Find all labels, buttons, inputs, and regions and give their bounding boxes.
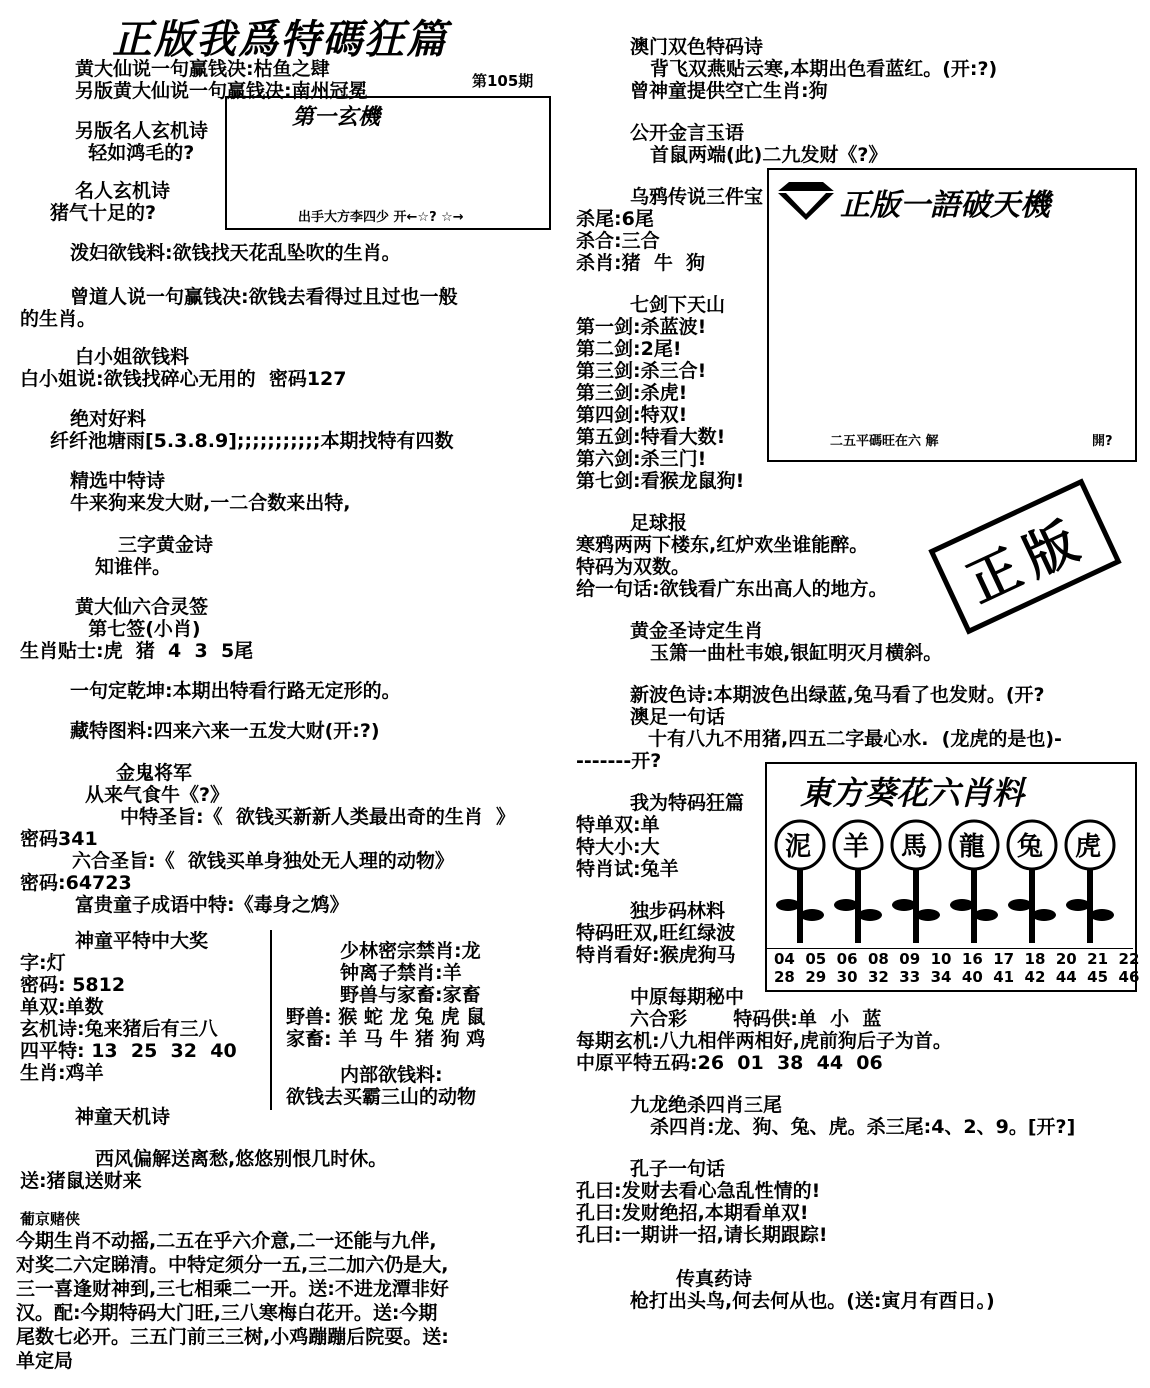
right-line: 枪打出头鸟,何去何从也。(送:寅月有酉日。)	[630, 1290, 995, 1312]
sunflower-title: 東方葵花六肖料	[800, 774, 1025, 812]
right-line: 特码旺双,旺红绿波	[576, 922, 736, 944]
first-mystery-footer: 出手大方李四少 开←☆? ☆→	[298, 210, 464, 225]
right-line: 传真药诗	[676, 1268, 753, 1290]
right-line: 第五剑:特看大数!	[576, 426, 726, 448]
left-line: 金鬼将军	[116, 762, 193, 784]
left-line: 生肖贴士:虎 猪 4 3 5尾	[20, 640, 254, 662]
right-line: 我为特码狂篇	[630, 792, 745, 814]
left-line: 今期生肖不动摇,二五在乎六介意,二一还能与九伴,	[16, 1230, 437, 1252]
right-line: 首鼠两端(此)二九发财《?》	[650, 144, 888, 166]
left-line: 猪气十足的?	[50, 202, 157, 224]
left-line: 单定局	[16, 1350, 74, 1372]
left-line: 另版名人玄机诗	[75, 120, 209, 142]
left-line: 送:猪鼠送财来	[20, 1170, 142, 1192]
sunflower-numbers-row-1: 04 05 06 08 09 10 16 17 18 20 21 22	[774, 950, 1140, 968]
diamond-icon	[775, 180, 837, 226]
left-line: 中特圣旨:《 欲钱买新新人类最出奇的生肖 》	[120, 806, 516, 828]
right-line: 寒鸦两两下楼东,红炉欢坐谁能醉。	[576, 534, 869, 556]
right-line: 公开金言玉语	[630, 122, 745, 144]
shaolin-line: 欲钱去买霸三山的动物	[286, 1086, 477, 1108]
shaolin-line: 野兽与家畜:家畜	[340, 984, 481, 1006]
right-line: 背飞双燕贴云寒,本期出色看蓝红。(开:?)	[650, 58, 998, 80]
left-line: 密码341	[20, 828, 98, 850]
shaolin-line: 家畜: 羊 马 牛 猪 狗 鸡	[286, 1028, 486, 1050]
shaolin-line: 野兽: 猴 蛇 龙 兔 虎 鼠	[286, 1006, 486, 1028]
right-line: 给一句话:欲钱看广东出高人的地方。	[576, 578, 888, 600]
left-line: 白小姐说:欲钱找碎心无用的 密码127	[20, 368, 347, 390]
right-line: 每期玄机:八九相伴两相好,虎前狗后子为首。	[576, 1030, 952, 1052]
right-line: 特码为双数。	[576, 556, 691, 578]
right-line: 中原每期秘中	[630, 986, 745, 1008]
right-line: 孔曰:发财去看心急乱性情的!	[576, 1180, 821, 1202]
left-line: 字:灯	[20, 952, 66, 974]
right-line: 中原平特五码:26 01 38 44 06	[576, 1052, 883, 1074]
left-line: 单双:单数	[20, 996, 104, 1018]
right-line: 乌鸦传说三件宝	[630, 186, 764, 208]
right-line: 杀肖:猪 牛 狗	[576, 252, 706, 274]
first-mystery-title: 第一玄機	[292, 105, 381, 130]
right-line: 特单双:单	[576, 814, 660, 836]
one-phrase-footer: 二五平碼旺在六 解	[830, 434, 939, 449]
left-line: 葡京赌侠	[20, 1210, 81, 1228]
left-line: 对奖二六定睇清。中特定须分一五,三二加六仍是大,	[16, 1254, 449, 1276]
left-line: 尾数七必开。三五门前三三树,小鸡蹦蹦后院耍。送:	[16, 1326, 449, 1348]
right-line: 第七剑:看猴龙鼠狗!	[576, 470, 745, 492]
left-line: 密码: 5812	[20, 974, 126, 996]
right-line: 杀尾:6尾	[576, 208, 654, 230]
left-line: 牛来狗来发大财,一二合数来出特,	[70, 492, 351, 514]
left-line: 三字黄金诗	[118, 534, 214, 556]
left-line: 轻如鸿毛的?	[75, 142, 195, 164]
right-line: 杀合:三合	[576, 230, 660, 252]
shaolin-line: 钟离子禁肖:羊	[340, 962, 462, 984]
issue-number: 第105期	[472, 72, 534, 90]
right-line: 曾神童提供空亡生肖:狗	[630, 80, 828, 102]
left-line: 泼妇欲钱料:欲钱找天花乱坠吹的生肖。	[70, 242, 401, 264]
left-line: 神童天机诗	[75, 1106, 171, 1128]
right-line: 第三剑:杀虎!	[576, 382, 688, 404]
right-line: 十有八九不用猪,四五二字最心水. (龙虎的是也)-	[648, 728, 1062, 750]
right-line: 特大小:大	[576, 836, 660, 858]
right-line: 足球报	[630, 512, 688, 534]
right-line: 特肖试:兔羊	[576, 858, 679, 880]
left-line: 四平特: 13 25 32 40	[20, 1040, 237, 1062]
right-line: 孔曰:发财绝招,本期看单双!	[576, 1202, 809, 1224]
left-line: 神童平特中大奖	[75, 930, 209, 952]
left-line: 另版黄大仙说一句赢钱决:南州冠冕	[75, 80, 368, 102]
left-line: 生肖:鸡羊	[20, 1062, 104, 1084]
right-line: 黄金圣诗定生肖	[630, 620, 764, 642]
right-line: 孔子一句话	[630, 1158, 726, 1180]
left-line: 纤纤池塘雨[5.3.8.9];;;;;;;;;;;本期找特有四数	[50, 430, 454, 452]
page-title: 正版我爲特碼狂篇	[112, 17, 448, 63]
left-line: 绝对好料	[70, 408, 147, 430]
right-line: 第三剑:杀三合!	[576, 360, 707, 382]
left-line: 名人玄机诗	[75, 180, 171, 202]
left-line: 白小姐欲钱料	[75, 346, 190, 368]
left-line: 黄大仙六合灵签	[75, 596, 209, 618]
sunflower-animal: 羊	[843, 832, 870, 862]
right-line: 独步码林料	[630, 900, 726, 922]
left-line: 西风偏解送离愁,悠悠别恨几时休。	[95, 1148, 388, 1170]
right-line: 七剑下天山	[630, 294, 726, 316]
left-line: 密码:64723	[20, 872, 132, 894]
left-line: 六合圣旨:《 欲钱买单身独处无人理的动物》	[72, 850, 454, 872]
right-line: 第四剑:特双!	[576, 404, 688, 426]
right-line: 澳足一句话	[630, 706, 726, 728]
right-line: 新波色诗:本期波色出绿蓝,兔马看了也发财。(开?	[630, 684, 1045, 706]
left-line: 三一喜逢财神到,三七相乘二一开。送:不进龙潭非好	[16, 1278, 449, 1300]
left-line: 第七签(小肖)	[75, 618, 201, 640]
left-line: 一句定乾坤:本期出特看行路无定形的。	[70, 680, 401, 702]
sunflower-animal: 虎	[1075, 832, 1102, 862]
right-line: 玉箫一曲杜韦娘,银缸明灭月横斜。	[650, 642, 943, 664]
one-phrase-title: 正版一語破天機	[840, 188, 1050, 223]
right-line: 第一剑:杀蓝波!	[576, 316, 707, 338]
right-line: -------开?	[576, 750, 662, 772]
left-line: 从来气食牛《?》	[85, 784, 230, 806]
right-line: 澳门双色特码诗	[630, 36, 764, 58]
right-line: 孔曰:一期讲一招,请长期跟踪!	[576, 1224, 828, 1246]
shaolin-line: 少林密宗禁肖:龙	[340, 940, 481, 962]
right-line: 特肖看好:猴虎狗马	[576, 944, 736, 966]
sunflower-animal: 兔	[1017, 832, 1044, 862]
right-line: 六合彩 特码供:单 小 蓝	[630, 1008, 882, 1030]
left-line: 富贵童子成语中特:《毒身之鸩》	[75, 894, 349, 916]
right-line: 九龙绝杀四肖三尾	[630, 1094, 783, 1116]
sunflower-animal: 龍	[959, 832, 986, 862]
right-line: 第六剑:杀三门!	[576, 448, 707, 470]
one-phrase-footer-open: 開?	[1092, 434, 1113, 449]
sunflower-numbers-row-2: 28 29 30 32 33 34 40 41 42 44 45 46	[774, 968, 1140, 986]
left-line: 黄大仙说一句赢钱决:枯鱼之肆	[75, 58, 330, 80]
left-line: 藏特图料:四来六来一五发大财(开:?)	[70, 720, 380, 742]
genuine-stamp: 正版	[928, 478, 1121, 634]
right-line: 杀四肖:龙、狗、兔、虎。杀三尾:4、2、9。[开?]	[650, 1116, 1076, 1138]
sunflower-animal: 泥	[785, 832, 812, 862]
left-line: 知谁伴。	[95, 556, 172, 578]
left-line: 精选中特诗	[70, 470, 166, 492]
sunflower-animal: 馬	[901, 832, 928, 862]
right-line: 第二剑:2尾!	[576, 338, 682, 360]
left-line: 玄机诗:兔来猪后有三八	[20, 1018, 218, 1040]
left-line: 的生肖。	[20, 308, 97, 330]
shaolin-line: 内部欲钱料:	[340, 1064, 443, 1086]
left-line: 汉。配:今期特码大门旺,三八寒梅白花开。送:今期	[16, 1302, 438, 1324]
left-line: 曾道人说一句赢钱决:欲钱去看得过且过也一般	[70, 286, 458, 308]
